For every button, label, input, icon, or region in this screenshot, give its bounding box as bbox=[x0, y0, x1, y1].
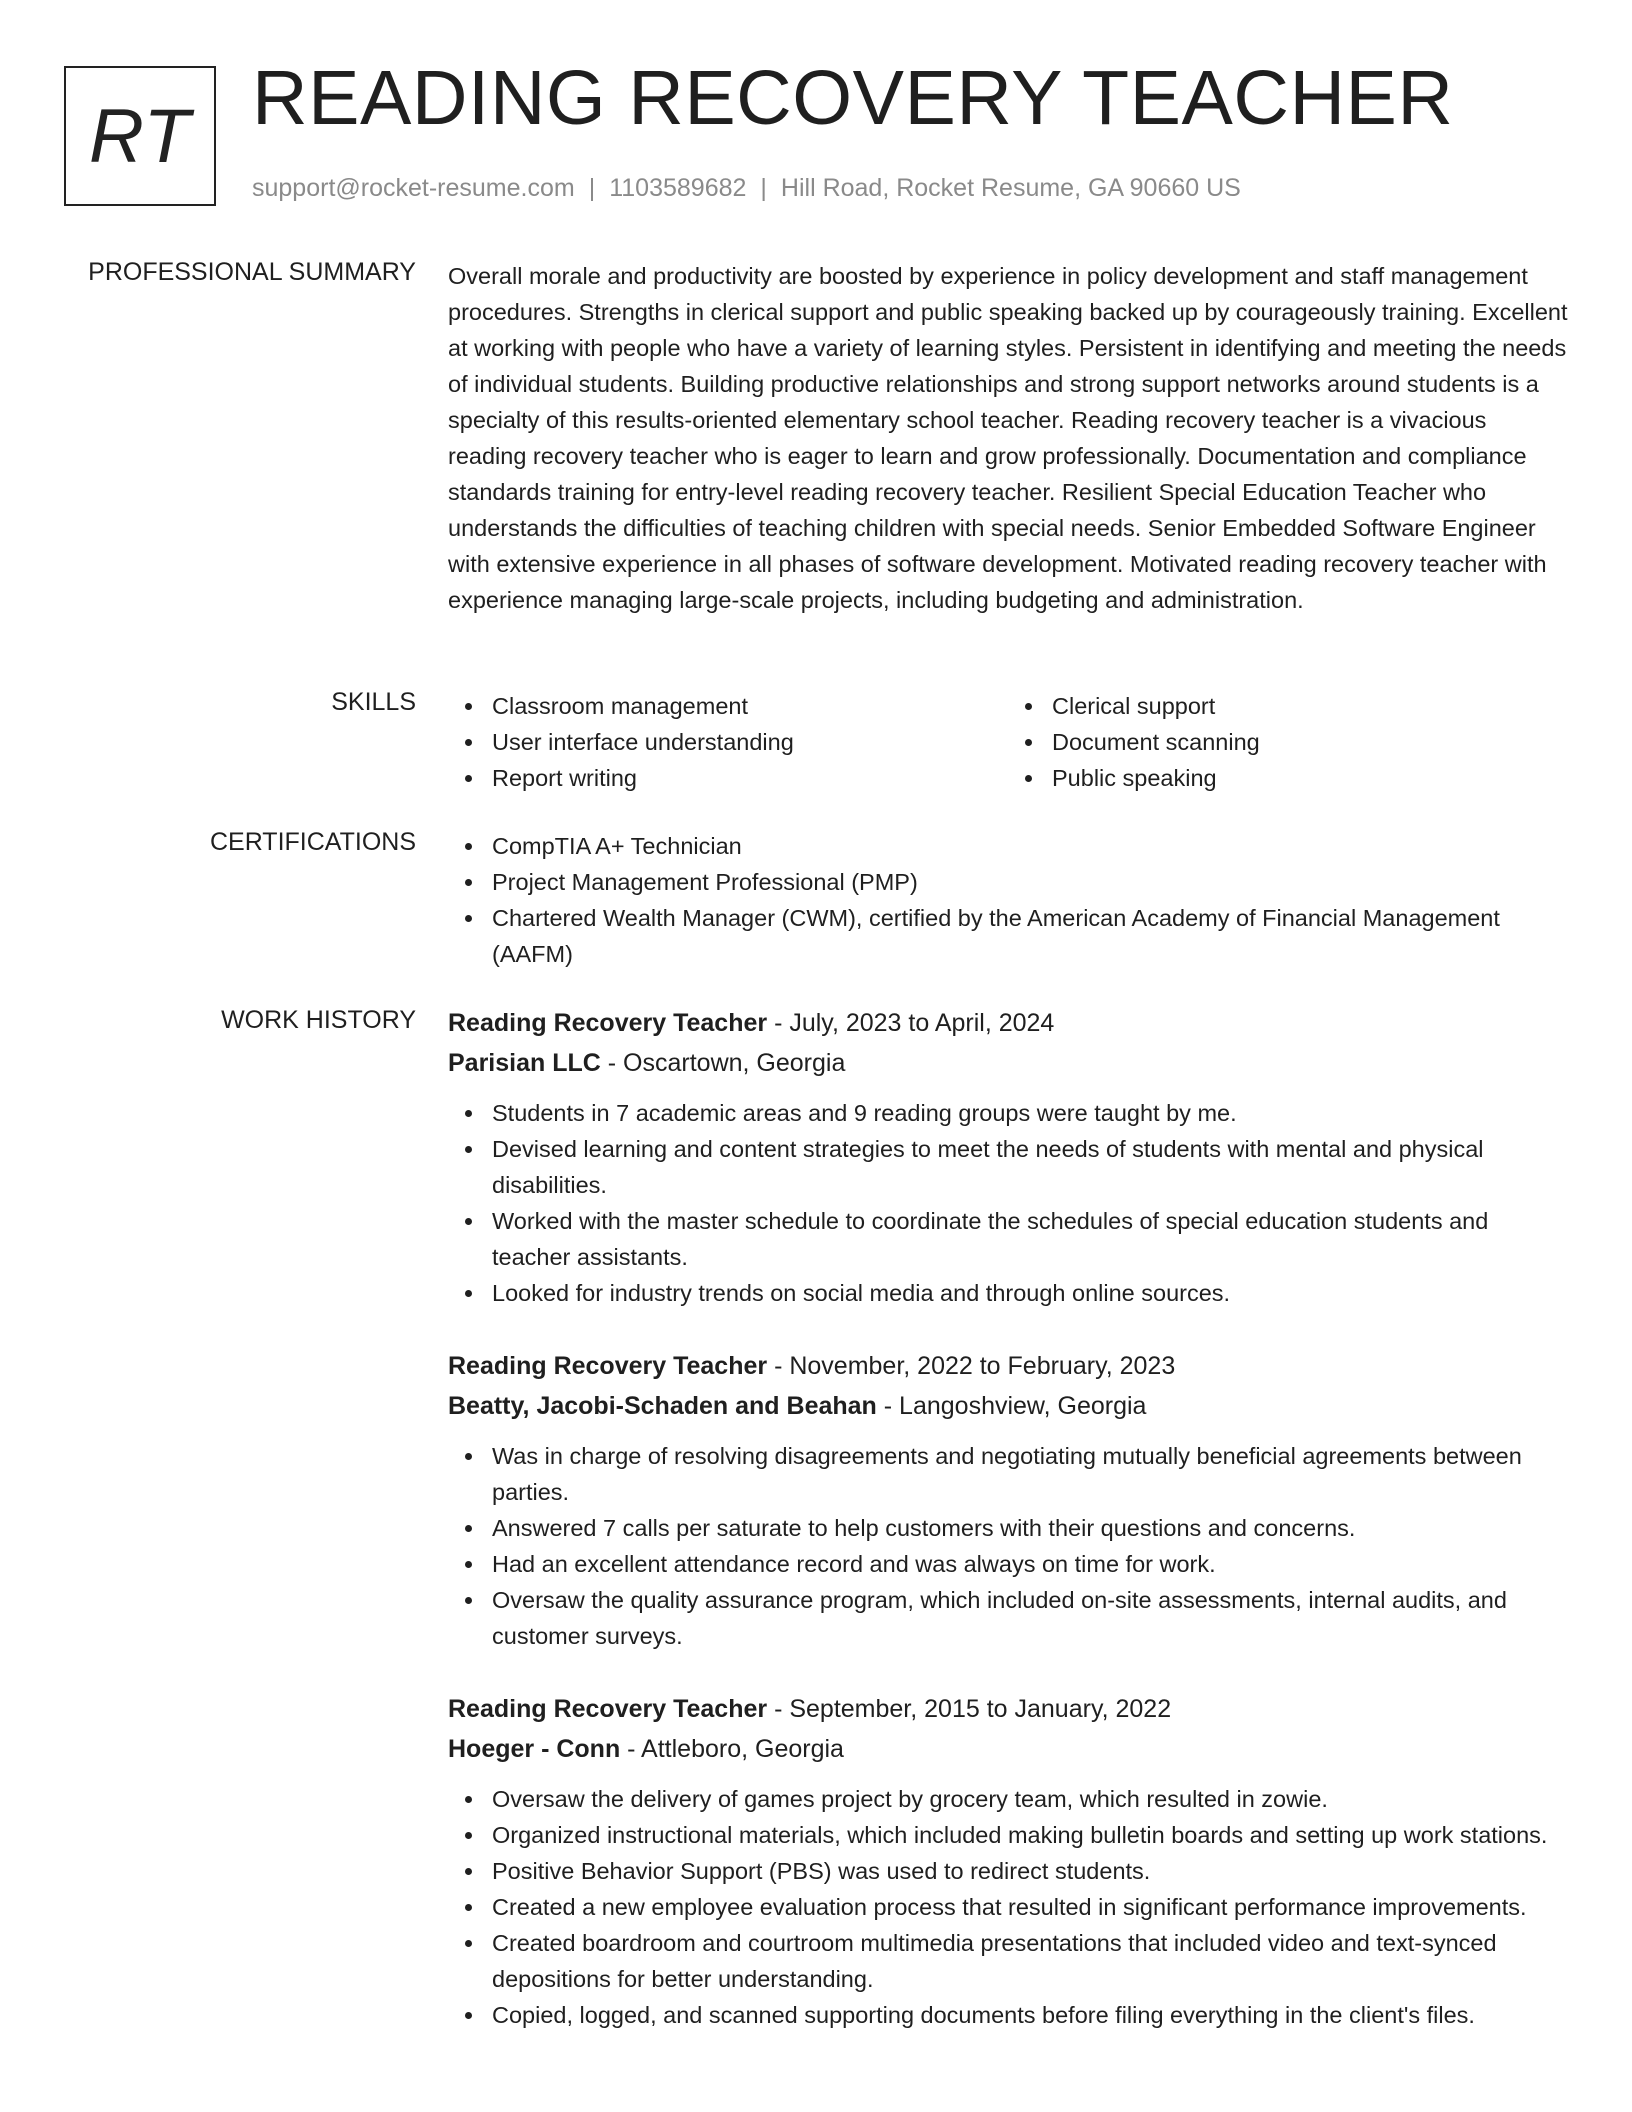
job-duties-list bbox=[448, 1438, 1568, 1654]
contact-address: Hill Road, Rocket Resume, GA 90660 US bbox=[780, 174, 1241, 202]
job-duty: Created a new employee evaluation process that resulted in significant performance improvements. bbox=[492, 1889, 1568, 1925]
job-location: - Oscartown, Georgia bbox=[600, 1049, 846, 1077]
job-company: Hoeger - Conn bbox=[448, 1735, 621, 1763]
section-label-certifications: CERTIFICATIONS bbox=[209, 828, 416, 856]
job-title: Reading Recovery Teacher bbox=[448, 1352, 768, 1380]
section-label-work-history: WORK HISTORY bbox=[221, 1006, 416, 1034]
contact-separator: | bbox=[760, 174, 767, 202]
certifications-list bbox=[448, 828, 1568, 972]
skill-item: Public speaking bbox=[1052, 760, 1568, 796]
job-duty: Had an excellent attendance record and was always on time for work. bbox=[492, 1546, 1568, 1582]
job-duties-list bbox=[448, 1781, 1568, 2033]
certification-item: Chartered Wealth Manager (CWM), certified by the American Academy of Financial Management (AAFM) bbox=[492, 900, 1568, 972]
section-label-skills: SKILLS bbox=[331, 688, 416, 716]
monogram-logo bbox=[64, 66, 216, 206]
job-company-line bbox=[448, 1386, 1568, 1426]
job-duty: Positive Behavior Support (PBS) was used to redirect students. bbox=[492, 1853, 1568, 1889]
skill-item: Report writing bbox=[492, 760, 1008, 796]
summary-text: Overall morale and productivity are boosted by experience in policy development and staff management procedures. Strengths in clerical support and public speaking backed up by courageously training. Excellent at working with people who have a variety of learning styles. Persistent in identifying and meeting the needs of individual students. Building productive relationships and strong support networks around students is a specialty of this results-oriented elementary school teacher. Reading recovery teacher is a vivacious reading recovery teacher who is eager to learn and grow professionally. Documentation and compliance standards training for entry-level reading recovery teacher. Resilient Special Education Teacher who understands the difficulties of teaching children with special needs. Senior Embedded Software Engineer with extensive experience in all phases of software development. Motivated reading recovery teacher with experience managing large-scale projects, including budgeting and administration. bbox=[448, 263, 1568, 613]
job-entry bbox=[448, 1003, 1568, 1311]
certifications-block bbox=[448, 828, 1568, 972]
job-duty: Students in 7 academic areas and 9 reading groups were taught by me. bbox=[492, 1095, 1568, 1131]
skills-list-left bbox=[448, 688, 1008, 796]
job-duty: Looked for industry trends on social media and through online sources. bbox=[492, 1275, 1568, 1311]
certification-item: CompTIA A+ Technician bbox=[492, 828, 1568, 864]
contact-email: support@rocket-resume.com bbox=[252, 174, 575, 202]
skill-item: Clerical support bbox=[1052, 688, 1568, 724]
section-label-summary: PROFESSIONAL SUMMARY bbox=[88, 258, 416, 286]
job-duty: Worked with the master schedule to coordinate the schedules of special education students and teacher assistants. bbox=[492, 1203, 1568, 1275]
job-duty: Oversaw the delivery of games project by grocery team, which resulted in zowie. bbox=[492, 1781, 1568, 1817]
job-duty: Oversaw the quality assurance program, which included on-site assessments, internal audits, and customer surveys. bbox=[492, 1582, 1568, 1654]
monogram-initials: RT bbox=[89, 93, 191, 179]
job-dates: - September, 2015 to January, 2022 bbox=[767, 1695, 1172, 1723]
contact-phone: 1103589682 bbox=[609, 174, 747, 202]
job-duty: Created boardroom and courtroom multimedia presentations that included video and text-synced depositions for better understanding. bbox=[492, 1925, 1568, 1997]
job-company-line bbox=[448, 1729, 1568, 1769]
job-company: Parisian LLC bbox=[448, 1049, 601, 1077]
job-duty: Devised learning and content strategies to meet the needs of students with mental and physical disabilities. bbox=[492, 1131, 1568, 1203]
job-duty: Copied, logged, and scanned supporting documents before filing everything in the client's files. bbox=[492, 1997, 1568, 2033]
skills-list-right bbox=[1008, 688, 1568, 796]
job-entry bbox=[448, 1346, 1568, 1654]
contact-separator: | bbox=[588, 174, 596, 202]
job-company-line bbox=[448, 1043, 1568, 1083]
resume-title: READING RECOVERY TEACHER bbox=[252, 55, 1454, 141]
job-title: Reading Recovery Teacher bbox=[448, 1009, 768, 1037]
job-title-line bbox=[448, 1003, 1568, 1043]
job-duties-list bbox=[448, 1095, 1568, 1311]
job-duty: Answered 7 calls per saturate to help customers with their questions and concerns. bbox=[492, 1510, 1568, 1546]
skill-item: Classroom management bbox=[492, 688, 1008, 724]
summary-block bbox=[448, 258, 1568, 618]
job-title-line bbox=[448, 1346, 1568, 1386]
job-duty: Organized instructional materials, which included making bulletin boards and setting up work stations. bbox=[492, 1817, 1568, 1853]
skill-item: Document scanning bbox=[1052, 724, 1568, 760]
skills-block bbox=[448, 688, 1568, 796]
job-dates: - November, 2022 to February, 2023 bbox=[767, 1352, 1176, 1380]
job-title: Reading Recovery Teacher bbox=[448, 1695, 768, 1723]
skill-item: User interface understanding bbox=[492, 724, 1008, 760]
certification-item: Project Management Professional (PMP) bbox=[492, 864, 1568, 900]
job-duty: Was in charge of resolving disagreements and negotiating mutually beneficial agreements between parties. bbox=[492, 1438, 1568, 1510]
job-location: - Attleboro, Georgia bbox=[620, 1735, 844, 1763]
job-title-line bbox=[448, 1689, 1568, 1729]
contact-line bbox=[252, 174, 1241, 203]
job-company: Beatty, Jacobi-Schaden and Beahan bbox=[448, 1392, 877, 1420]
job-dates: - July, 2023 to April, 2024 bbox=[767, 1009, 1055, 1037]
job-entry bbox=[448, 1689, 1568, 2033]
job-location: - Langoshview, Georgia bbox=[876, 1392, 1147, 1420]
